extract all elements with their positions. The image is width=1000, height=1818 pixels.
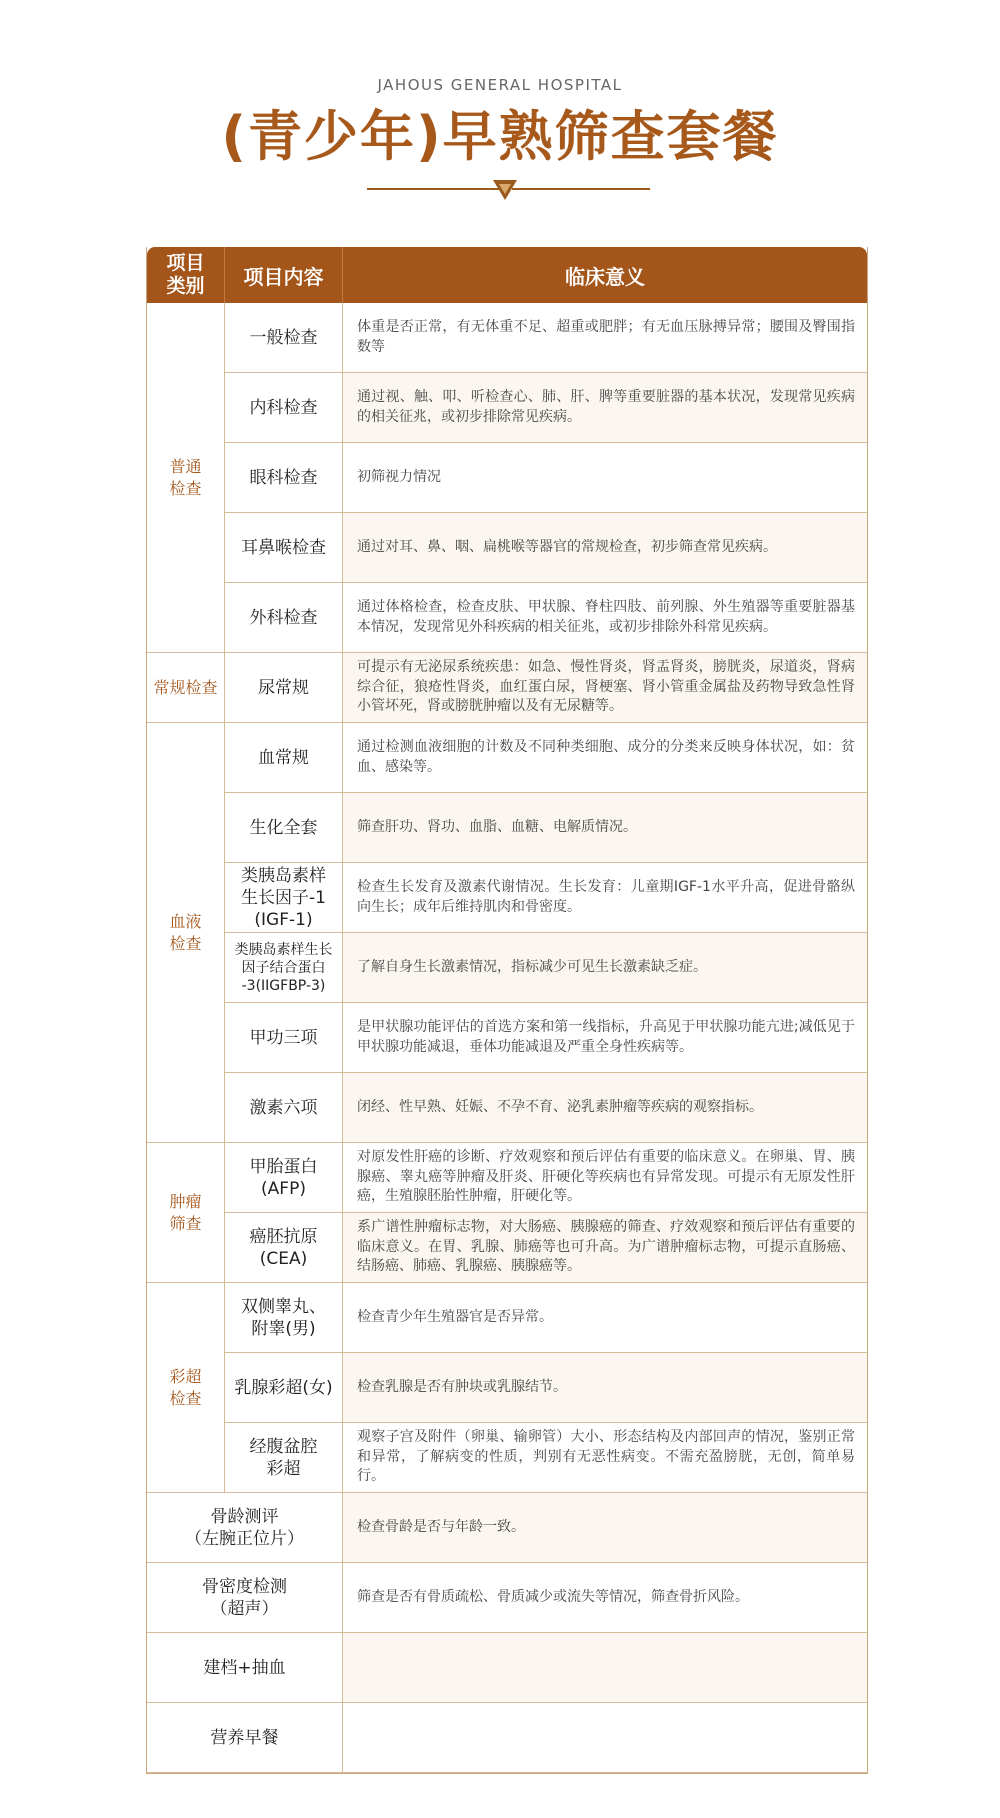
- column-header-category: 项目 类别: [147, 247, 225, 303]
- table-row-meaning: 体重是否正常，有无体重不足、超重或肥胖；有无血压脉搏异常；腰围及臀围指数等: [343, 303, 867, 373]
- table-row-item: 类胰岛素样 生长因子-1 (IGF-1): [225, 863, 343, 933]
- table-row-item: 血常规: [225, 723, 343, 793]
- title-divider-right: [512, 188, 650, 190]
- table-row-item: 一般检查: [225, 303, 343, 373]
- table-row-meaning: 通过视、触、叩、听检查心、肺、肝、脾等重要脏器的基本状况，发现常见疾病的相关征兆，或初步排除常见疾病。: [343, 373, 867, 443]
- table-row-item: 经腹盆腔 彩超: [225, 1423, 343, 1493]
- table-row-item: 癌胚抗原 (CEA): [225, 1213, 343, 1283]
- table-row-item: 营养早餐: [147, 1703, 343, 1773]
- table-row-meaning: 是甲状腺功能评估的首选方案和第一线指标，升高见于甲状腺功能亢进;减低见于甲状腺功能减退，垂体功能减退及严重全身性疾病等。: [343, 1003, 867, 1073]
- table-row-meaning: 对原发性肝癌的诊断、疗效观察和预后评估有重要的临床意义。在卵巢、胃、胰腺癌、睾丸癌等肿瘤及肝炎、肝硬化等疾病也有异常发现。可提示有无原发性肝癌，生殖腺胚胎性肿瘤，肝硬化等。: [343, 1143, 867, 1213]
- package-table: [146, 247, 868, 1774]
- table-row-item: 内科检查: [225, 373, 343, 443]
- table-row-item: 建档+抽血: [147, 1633, 343, 1703]
- table-row-item: 外科检查: [225, 583, 343, 653]
- page-title: (青少年)早熟筛查套餐: [221, 105, 779, 168]
- table-row-meaning: 可提示有无泌尿系统疾患：如急、慢性肾炎，肾盂肾炎，膀胱炎，尿道炎，肾病综合征，狼疮性肾炎，血红蛋白尿，肾梗塞、肾小管重金属盐及药物导致急性肾小管坏死，肾或膀胱肿瘤以及有无尿糖等。: [343, 653, 867, 723]
- table-row-meaning: [343, 1633, 867, 1703]
- table-row-meaning: 检查乳腺是否有肿块或乳腺结节。: [343, 1353, 867, 1423]
- category-ultrasound: 彩超 检查: [147, 1283, 225, 1493]
- category-tumor: 肿瘤 筛查: [147, 1143, 225, 1283]
- table-row-item: 激素六项: [225, 1073, 343, 1143]
- table-row-item: 尿常规: [225, 653, 343, 723]
- table-row-item: 骨密度检测 （超声）: [147, 1563, 343, 1633]
- column-header-meaning: 临床意义: [343, 247, 867, 303]
- table-row-meaning: 通过检测血液细胞的计数及不同种类细胞、成分的分类来反映身体状况，如：贫血、感染等。: [343, 723, 867, 793]
- table-row-item: 眼科检查: [225, 443, 343, 513]
- table-row-meaning: 初筛视力情况: [343, 443, 867, 513]
- table-row-meaning: 检查生长发育及激素代谢情况。生长发育：儿童期IGF-1水平升高，促进骨骼纵向生长；成年后维持肌肉和骨密度。: [343, 863, 867, 933]
- table-row-meaning: 通过对耳、鼻、咽、扁桃喉等器官的常规检查，初步筛查常见疾病。: [343, 513, 867, 583]
- hospital-name: JAHOUS GENERAL HOSPITAL: [377, 76, 623, 94]
- table-row-meaning: 观察子宫及附件（卵巢、输卵管）大小、形态结构及内部回声的情况，鉴别正常和异常，了解病变的性质，判别有无恶性病变。不需充盈膀胱，无创，简单易行。: [343, 1423, 867, 1493]
- category-blood: 血液 检查: [147, 723, 225, 1143]
- table-row-item: 甲功三项: [225, 1003, 343, 1073]
- table-row-item: 双侧睾丸、 附睾(男): [225, 1283, 343, 1353]
- table-row-meaning: 了解自身生长激素情况，指标减少可见生长激素缺乏症。: [343, 933, 867, 1003]
- table-row-meaning: 检查青少年生殖器官是否异常。: [343, 1283, 867, 1353]
- table-row-item: 骨龄测评 （左腕正位片）: [147, 1493, 343, 1563]
- table-row-item: 乳腺彩超(女): [225, 1353, 343, 1423]
- table-row-meaning: 检查骨龄是否与年龄一致。: [343, 1493, 867, 1563]
- category-routine: 常规检查: [147, 653, 225, 723]
- table-row-meaning: 闭经、性早熟、妊娠、不孕不育、泌乳素肿瘤等疾病的观察指标。: [343, 1073, 867, 1143]
- column-header-item: 项目内容: [225, 247, 343, 303]
- title-divider-left: [367, 188, 505, 190]
- table-row-item: 生化全套: [225, 793, 343, 863]
- table-row-meaning: 筛查肝功、肾功、血脂、血糖、电解质情况。: [343, 793, 867, 863]
- table-row-meaning: 系广谱性肿瘤标志物，对大肠癌、胰腺癌的筛查、疗效观察和预后评估有重要的临床意义。在胃、乳腺、肺癌等也可升高。为广谱肿瘤标志物，可提示直肠癌、结肠癌、肺癌、乳腺癌、胰腺癌等。: [343, 1213, 867, 1283]
- package-table-grid: [147, 247, 867, 1773]
- title-divider-triangle-inner-icon: [499, 184, 511, 194]
- table-row-item: 甲胎蛋白 (AFP): [225, 1143, 343, 1213]
- table-row-item: 类胰岛素样生长 因子结合蛋白 -3(IIGFBP-3): [225, 933, 343, 1003]
- table-row-meaning: [343, 1703, 867, 1773]
- table-row-item: 耳鼻喉检查: [225, 513, 343, 583]
- category-general: 普通 检查: [147, 303, 225, 653]
- table-row-meaning: 筛查是否有骨质疏松、骨质减少或流失等情况，筛查骨折风险。: [343, 1563, 867, 1633]
- table-row-meaning: 通过体格检查，检查皮肤、甲状腺、脊柱四肢、前列腺、外生殖器等重要脏器基本情况，发现常见外科疾病的相关征兆，或初步排除外科常见疾病。: [343, 583, 867, 653]
